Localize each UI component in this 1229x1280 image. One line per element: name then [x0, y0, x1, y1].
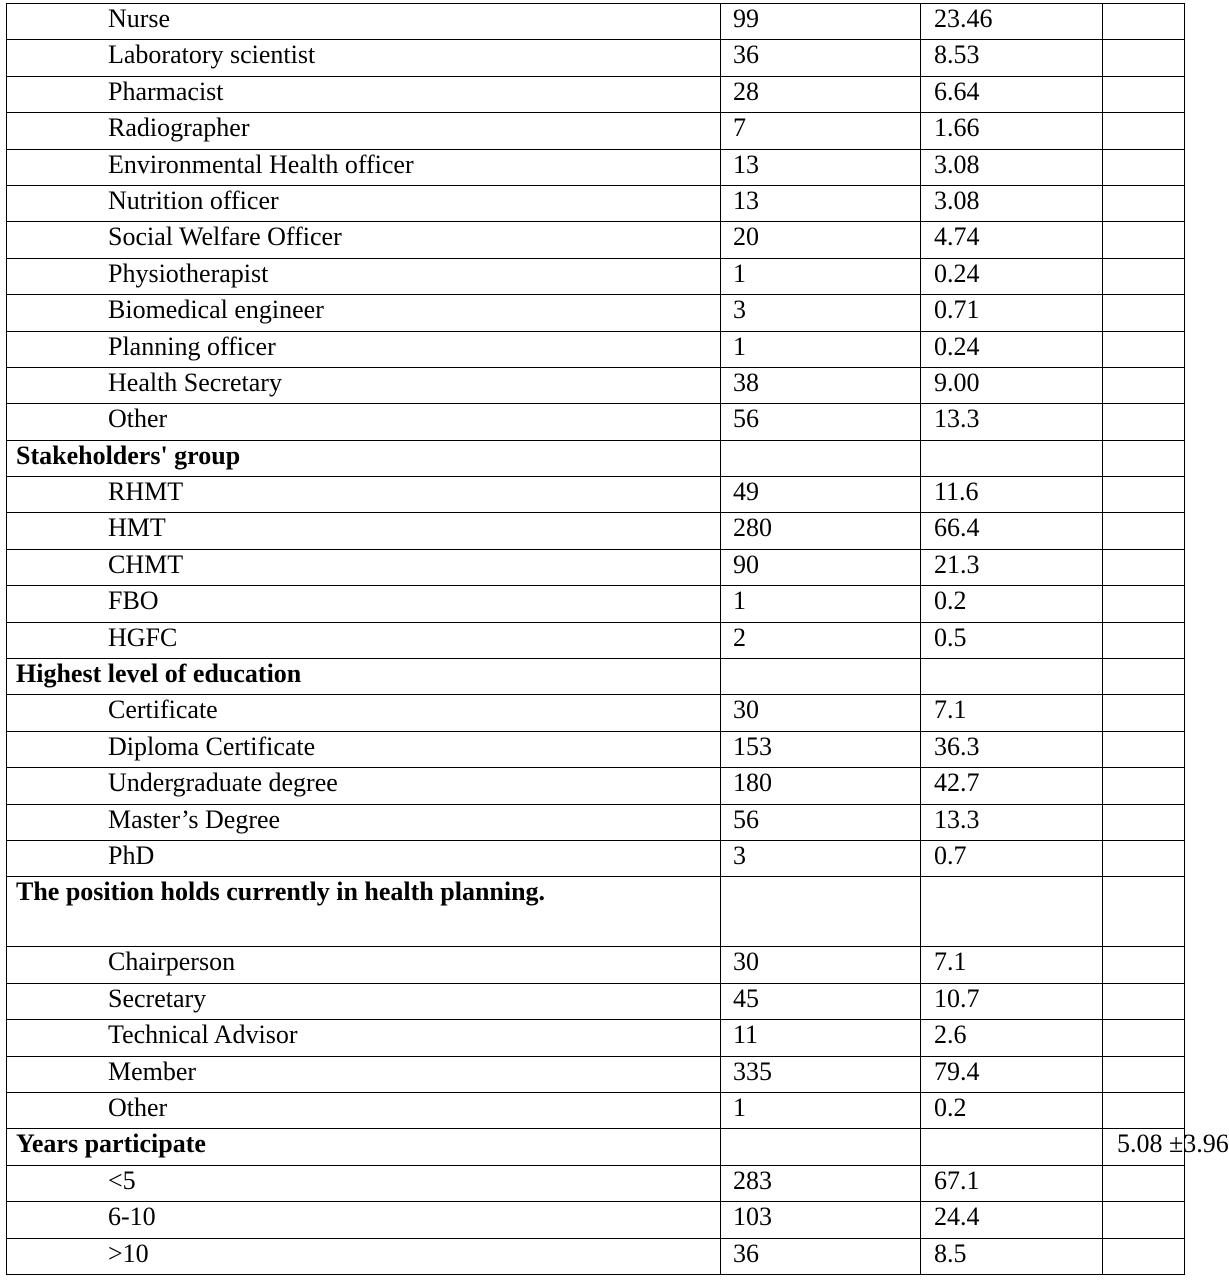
- mean-sd-cell: [1103, 258, 1185, 294]
- row-label: Certificate: [7, 695, 721, 731]
- mean-sd-cell: [1103, 404, 1185, 440]
- row-label: <5: [7, 1165, 721, 1201]
- percent-cell: 0.2: [921, 1092, 1103, 1128]
- count-cell: 2: [721, 622, 921, 658]
- count-cell: 153: [721, 731, 921, 767]
- section-header-row: [7, 877, 1185, 947]
- percent-cell: 0.5: [921, 622, 1103, 658]
- row-label: 6-10: [7, 1202, 721, 1238]
- percent-cell: [921, 440, 1103, 476]
- count-cell: 30: [721, 695, 921, 731]
- mean-sd-cell: [1103, 768, 1185, 804]
- row-label: Technical Advisor: [7, 1020, 721, 1056]
- percent-cell: 66.4: [921, 513, 1103, 549]
- percent-cell: [921, 1129, 1103, 1165]
- mean-sd-cell: [1103, 513, 1185, 549]
- mean-sd-cell: [1103, 840, 1185, 876]
- table-row: [7, 840, 1185, 876]
- table-row: [7, 586, 1185, 622]
- table-row: [7, 4, 1185, 40]
- row-label: HMT: [7, 513, 721, 549]
- table-row: [7, 731, 1185, 767]
- mean-sd-cell: [1103, 1020, 1185, 1056]
- mean-sd-cell: [1103, 40, 1185, 76]
- table-row: [7, 622, 1185, 658]
- row-label: PhD: [7, 840, 721, 876]
- table-row: [7, 804, 1185, 840]
- table-body: [7, 4, 1229, 1275]
- count-cell: 20: [721, 222, 921, 258]
- row-label: Master’s Degree: [7, 804, 721, 840]
- row-label: Biomedical engineer: [7, 295, 721, 331]
- count-cell: 28: [721, 76, 921, 112]
- count-cell: 99: [721, 4, 921, 40]
- count-cell: 36: [721, 1238, 921, 1274]
- table-row: [7, 513, 1185, 549]
- count-cell: 3: [721, 840, 921, 876]
- row-label: Chairperson: [7, 947, 721, 983]
- mean-sd-cell: [1103, 222, 1185, 258]
- mean-sd-cell: [1103, 549, 1185, 585]
- count-cell: [721, 440, 921, 476]
- row-label: Undergraduate degree: [7, 768, 721, 804]
- percent-cell: 24.4: [921, 1202, 1103, 1238]
- table-row: [7, 149, 1185, 185]
- mean-sd-cell: [1103, 1092, 1185, 1128]
- table-row: [7, 185, 1185, 221]
- percent-cell: 6.64: [921, 76, 1103, 112]
- count-cell: 36: [721, 40, 921, 76]
- percent-cell: 79.4: [921, 1056, 1103, 1092]
- mean-sd-cell: [1103, 695, 1185, 731]
- count-cell: [721, 1129, 921, 1165]
- percent-cell: 8.5: [921, 1238, 1103, 1274]
- table-row: [7, 1020, 1185, 1056]
- count-cell: 45: [721, 983, 921, 1019]
- percent-cell: 13.3: [921, 404, 1103, 440]
- count-cell: 335: [721, 1056, 921, 1092]
- mean-sd-cell: [1103, 295, 1185, 331]
- row-label: Planning officer: [7, 331, 721, 367]
- row-label: Physiotherapist: [7, 258, 721, 294]
- mean-sd-cell: [1103, 113, 1185, 149]
- count-cell: 90: [721, 549, 921, 585]
- mean-sd-cell: [1103, 1238, 1185, 1274]
- row-label: Stakeholders' group: [7, 440, 721, 476]
- mean-sd-cell: [1103, 1165, 1185, 1201]
- row-label: Social Welfare Officer: [7, 222, 721, 258]
- mean-sd-cell: [1103, 185, 1185, 221]
- mean-sd-cell: [1103, 440, 1185, 476]
- row-label: Other: [7, 404, 721, 440]
- mean-sd-cell: 5.08 ±3.96: [1103, 1129, 1185, 1165]
- table-row: [7, 76, 1185, 112]
- count-cell: 280: [721, 513, 921, 549]
- mean-sd-cell: [1103, 622, 1185, 658]
- row-label: Other: [7, 1092, 721, 1128]
- percent-cell: 9.00: [921, 367, 1103, 403]
- count-cell: 1: [721, 258, 921, 294]
- mean-sd-cell: [1103, 1202, 1185, 1238]
- percent-cell: 0.24: [921, 331, 1103, 367]
- mean-sd-cell: [1103, 331, 1185, 367]
- row-label: Pharmacist: [7, 76, 721, 112]
- count-cell: 49: [721, 477, 921, 513]
- count-cell: 283: [721, 1165, 921, 1201]
- percent-cell: 2.6: [921, 1020, 1103, 1056]
- count-cell: 13: [721, 149, 921, 185]
- count-cell: 1: [721, 1092, 921, 1128]
- percent-cell: 0.24: [921, 258, 1103, 294]
- count-cell: [721, 877, 921, 947]
- table-row: [7, 768, 1185, 804]
- table-row: [7, 404, 1185, 440]
- count-cell: 56: [721, 404, 921, 440]
- row-label: RHMT: [7, 477, 721, 513]
- count-cell: 38: [721, 367, 921, 403]
- row-label: >10: [7, 1238, 721, 1274]
- mean-sd-cell: [1103, 877, 1185, 947]
- section-header-row: [7, 440, 1185, 476]
- mean-sd-cell: [1103, 586, 1185, 622]
- percent-cell: 11.6: [921, 477, 1103, 513]
- count-cell: 1: [721, 331, 921, 367]
- section-header-row: [7, 659, 1185, 695]
- row-label: Diploma Certificate: [7, 731, 721, 767]
- percent-cell: 67.1: [921, 1165, 1103, 1201]
- percent-cell: 3.08: [921, 185, 1103, 221]
- percent-cell: 4.74: [921, 222, 1103, 258]
- percent-cell: 7.1: [921, 695, 1103, 731]
- count-cell: 7: [721, 113, 921, 149]
- section-header-row: [7, 1129, 1185, 1165]
- row-label: Nutrition officer: [7, 185, 721, 221]
- percent-cell: 42.7: [921, 768, 1103, 804]
- percent-cell: 10.7: [921, 983, 1103, 1019]
- table-row: [7, 295, 1185, 331]
- table-row: [7, 367, 1185, 403]
- percent-cell: 3.08: [921, 149, 1103, 185]
- row-label: Years participate: [7, 1129, 721, 1165]
- table-row: [7, 40, 1185, 76]
- row-label: Radiographer: [7, 113, 721, 149]
- count-cell: 1: [721, 586, 921, 622]
- percent-cell: 13.3: [921, 804, 1103, 840]
- mean-sd-cell: [1103, 804, 1185, 840]
- percent-cell: 0.7: [921, 840, 1103, 876]
- table-row: [7, 1238, 1185, 1274]
- row-label: FBO: [7, 586, 721, 622]
- count-cell: 3: [721, 295, 921, 331]
- percent-cell: 0.2: [921, 586, 1103, 622]
- mean-sd-cell: [1103, 731, 1185, 767]
- count-cell: 13: [721, 185, 921, 221]
- table-row: [7, 1092, 1185, 1128]
- percent-cell: 1.66: [921, 113, 1103, 149]
- count-cell: 56: [721, 804, 921, 840]
- table-row: [7, 477, 1185, 513]
- table-row: [7, 1056, 1185, 1092]
- row-label: Environmental Health officer: [7, 149, 721, 185]
- row-label: Health Secretary: [7, 367, 721, 403]
- count-cell: 180: [721, 768, 921, 804]
- percent-cell: [921, 877, 1103, 947]
- row-label: Secretary: [7, 983, 721, 1019]
- count-cell: 30: [721, 947, 921, 983]
- table-row: [7, 695, 1185, 731]
- table-row: [7, 113, 1185, 149]
- characteristics-table: [6, 3, 1229, 1275]
- percent-cell: 23.46: [921, 4, 1103, 40]
- count-cell: [721, 659, 921, 695]
- percent-cell: [921, 659, 1103, 695]
- mean-sd-cell: [1103, 947, 1185, 983]
- table-row: [7, 1165, 1185, 1201]
- count-cell: 11: [721, 1020, 921, 1056]
- table-row: [7, 549, 1185, 585]
- count-cell: 103: [721, 1202, 921, 1238]
- table-row: [7, 947, 1185, 983]
- row-label: CHMT: [7, 549, 721, 585]
- mean-sd-cell: [1103, 983, 1185, 1019]
- table-row: [7, 258, 1185, 294]
- row-label: Highest level of education: [7, 659, 721, 695]
- row-label: Laboratory scientist: [7, 40, 721, 76]
- mean-sd-cell: [1103, 149, 1185, 185]
- mean-sd-cell: [1103, 76, 1185, 112]
- mean-sd-cell: [1103, 1056, 1185, 1092]
- table-row: [7, 222, 1185, 258]
- row-label: Member: [7, 1056, 721, 1092]
- percent-cell: 8.53: [921, 40, 1103, 76]
- mean-sd-cell: [1103, 367, 1185, 403]
- percent-cell: 36.3: [921, 731, 1103, 767]
- mean-sd-cell: [1103, 4, 1185, 40]
- table-row: [7, 1202, 1185, 1238]
- percent-cell: 21.3: [921, 549, 1103, 585]
- row-label: HGFC: [7, 622, 721, 658]
- mean-sd-cell: [1103, 659, 1185, 695]
- percent-cell: 7.1: [921, 947, 1103, 983]
- mean-sd-cell: [1103, 477, 1185, 513]
- percent-cell: 0.71: [921, 295, 1103, 331]
- table-row: [7, 331, 1185, 367]
- row-label: The position holds currently in health planning.: [7, 877, 721, 947]
- table-row: [7, 983, 1185, 1019]
- row-label: Nurse: [7, 4, 721, 40]
